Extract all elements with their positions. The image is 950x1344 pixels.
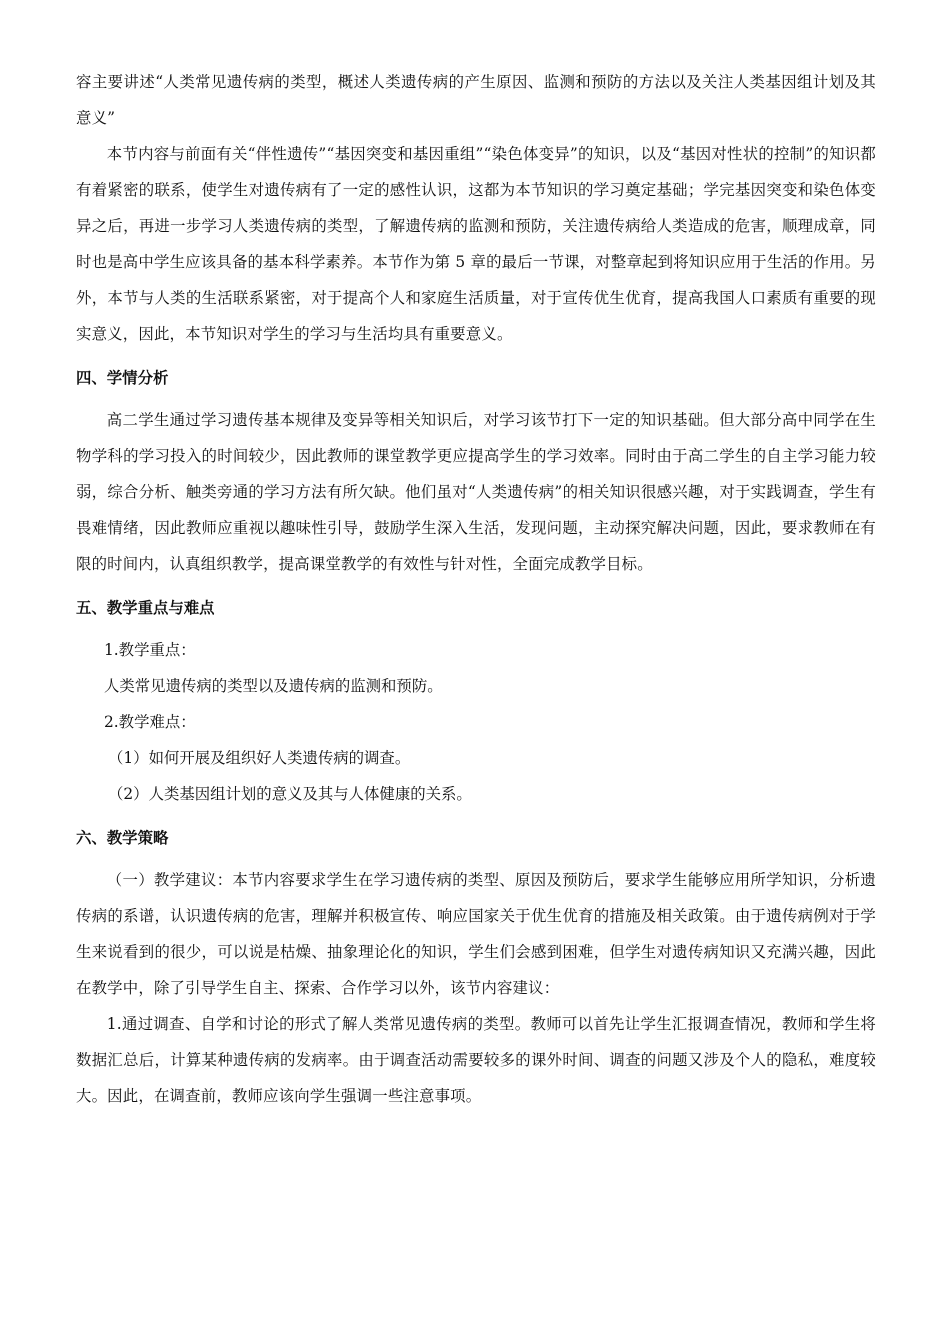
key-points-label: 1.教学重点： <box>104 641 196 659</box>
section-heading-key-difficult-points: 五、教学重点与难点 <box>76 599 215 617</box>
difficult-point-1: （1）如何开展及组织好人类遗传病的调查。 <box>108 749 411 767</box>
difficult-point-2: （2）人类基因组计划的意义及其与人体健康的关系。 <box>108 785 472 803</box>
document-page <box>76 64 876 1114</box>
teaching-suggestion-point-1: 1.通过调查、自学和讨论的形式了解人类常见遗传病的类型。教师可以首先让学生汇报调查情况，教师和学生将数据汇总后，计算某种遗传病的发病率。由于调查活动需要较多的课外时间、调查的问题又涉及个人的隐私，难度较大。因此，在调查前，教师应该向学生强调一些注意事项。 <box>76 1015 876 1105</box>
intro-paragraph-2: 本节内容与前面有关“伴性遗传”“基因突变和基因重组”“染色体变异”的知识，以及“基因对性状的控制”的知识都有着紧密的联系，使学生对遗传病有了一定的感性认识，这都为本节知识的学习奠定基础；学完基因突变和染色体变异之后，再进一步学习人类遗传病的类型，了解遗传病的监测和预防，关注遗传病给人类造成的危害，顺理成章，同时也是高中学生应该具备的基本科学素养。本节作为第 5 章的最后一节课，对整章起到将知识应用于生活的作用。另外，本节与人类的生活联系紧密，对于提高个人和家庭生活质量，对于宣传优生优育，提高我国人口素质有重要的现实意义，因此，本节知识对学生的学习与生活均具有重要意义。 <box>76 145 876 343</box>
section-heading-learner-analysis: 四、学情分析 <box>76 369 169 387</box>
section-heading-teaching-strategy: 六、教学策略 <box>76 829 169 847</box>
key-points-text: 人类常见遗传病的类型以及遗传病的监测和预防。 <box>104 677 443 695</box>
learner-analysis-paragraph: 高二学生通过学习遗传基本规律及变异等相关知识后，对学习该节打下一定的知识基础。但大部分高中同学在生物学科的学习投入的时间较少，因此教师的课堂教学更应提高学生的学习效率。同时由于高二学生的自主学习能力较弱，综合分析、触类旁通的学习方法有所欠缺。他们虽对“人类遗传病”的相关知识很感兴趣，对于实践调查，学生有畏难情绪，因此教师应重视以趣味性引导，鼓励学生深入生活，发现问题，主动探究解决问题，因此，要求教师在有限的时间内，认真组织教学，提高课堂教学的有效性与针对性，全面完成教学目标。 <box>76 411 876 573</box>
teaching-suggestion-paragraph: （一）教学建议：本节内容要求学生在学习遗传病的类型、原因及预防后，要求学生能够应用所学知识，分析遗传病的系谱，认识遗传病的危害，理解并积极宣传、响应国家关于优生优育的措施及相关政策。由于遗传病例对于学生来说看到的很少，可以说是枯燥、抽象理论化的知识，学生们会感到困难，但学生对遗传病知识又充满兴趣，因此在教学中，除了引导学生自主、探索、合作学习以外，该节内容建议： <box>76 871 876 997</box>
difficult-points-label: 2.教学难点： <box>104 713 196 731</box>
intro-continuation-paragraph: 容主要讲述“人类常见遗传病的类型，概述人类遗传病的产生原因、监测和预防的方法以及关注人类基因组计划及其意义” <box>76 73 876 127</box>
